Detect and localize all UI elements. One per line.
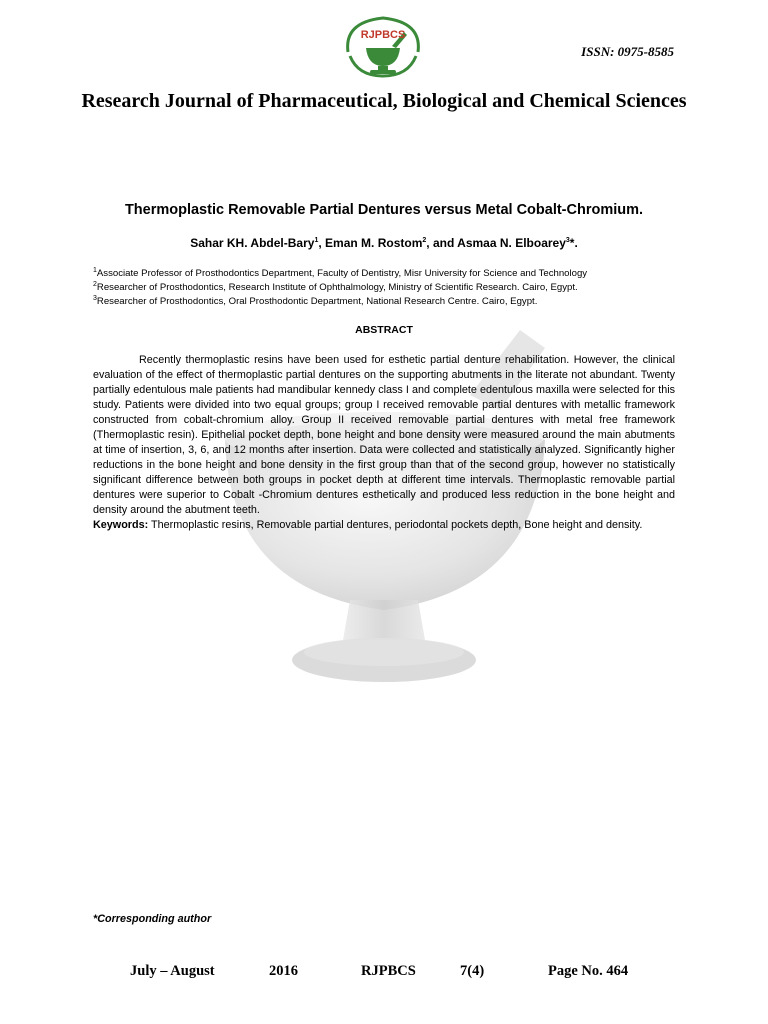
affiliation-text: Researcher of Prosthodontics, Oral Prosthodontic Department, National Research Centre. Cairo, Egypt. — [96, 296, 538, 307]
journal-title: Research Journal of Pharmaceutical, Biological and Chemical Sciences — [81, 90, 687, 112]
author-separator: , — [318, 236, 326, 250]
affiliation-mark: 2 — [93, 280, 97, 288]
abstract-heading: ABSTRACT — [355, 324, 413, 336]
footer-volume-issue: 7(4) — [460, 963, 485, 979]
journal-logo — [340, 12, 426, 78]
corresponding-author-note: *Corresponding author — [93, 913, 212, 925]
footer-page-number: Page No. 464 — [548, 963, 629, 979]
keywords-label: Keywords: — [93, 519, 149, 531]
footer-issue-period: July – August — [130, 963, 215, 979]
affiliation — [93, 267, 683, 281]
abstract-body — [93, 353, 675, 533]
abstract-paragraph: Recently thermoplastic resins have been used for esthetic partial denture rehabilitation. However, the clinical evaluation of the effect of thermoplastic partial dentures on the supporting abutments in the literate not abundant. Twenty partially edentulous male patients had mandibular kennedy class I and complete edentulous maxilla were selected for this study. Patients were divided into two equal groups; group I received removable partial dentures with metallic framework constructed from cobalt-chromium alloy. Group II received removable partial dentures with metal free framework (Thermoplastic resin). Epithelial pocket depth, bone height and bone density were measured around the main abutments at time of insertion, 3, 6, and 12 months after insertion. Data were collected and statistically analyzed. Significantly higher reductions in the bone height and bone density in the first group than that of the second group, however no statistically significant difference between both groups in pocket depth at different time intervals. Thermoplastic removable partial dentures were superior to Cobalt -Chromium dentures esthetically and produced less reduction in the bone height and density around the abutment teeth. — [93, 354, 675, 516]
author-separator: *. — [569, 236, 578, 250]
affiliation — [93, 295, 683, 309]
author-list — [40, 236, 728, 250]
author-mark: 1 — [314, 237, 319, 244]
affiliation-text: Researcher of Prosthodontics, Research Institute of Ophthalmology, Ministry of Scientific Research. Cairo, Egypt. — [96, 282, 578, 293]
author-mark: 2 — [422, 237, 427, 244]
keywords-text: Thermoplastic resins, Removable partial dentures, periodontal pockets depth, Bone height and density. — [148, 519, 643, 531]
affiliation-mark: 1 — [93, 266, 97, 274]
footer-year: 2016 — [269, 963, 298, 979]
author-name: Eman M. Rostom — [325, 236, 423, 250]
footer-journal-abbrev: RJPBCS — [361, 963, 416, 979]
author-separator: , and — [426, 236, 458, 250]
affiliation-text: Associate Professor of Prosthodontics Department, Faculty of Dentistry, Misr University for Science and Technology — [96, 268, 588, 279]
affiliation — [93, 281, 683, 295]
author-mark: 3 — [565, 237, 570, 244]
author-name: Asmaa N. Elboarey — [457, 236, 566, 250]
article-title: Thermoplastic Removable Partial Dentures versus Metal Cobalt-Chromium. — [124, 202, 644, 218]
logo-text: RJPBCS — [360, 29, 406, 41]
issn: ISSN: 0975-8585 — [581, 44, 674, 59]
keywords — [93, 518, 675, 533]
author-name: Sahar KH. Abdel-Bary — [190, 236, 315, 250]
affiliation-mark: 3 — [93, 294, 97, 302]
affiliation-list — [93, 267, 683, 309]
